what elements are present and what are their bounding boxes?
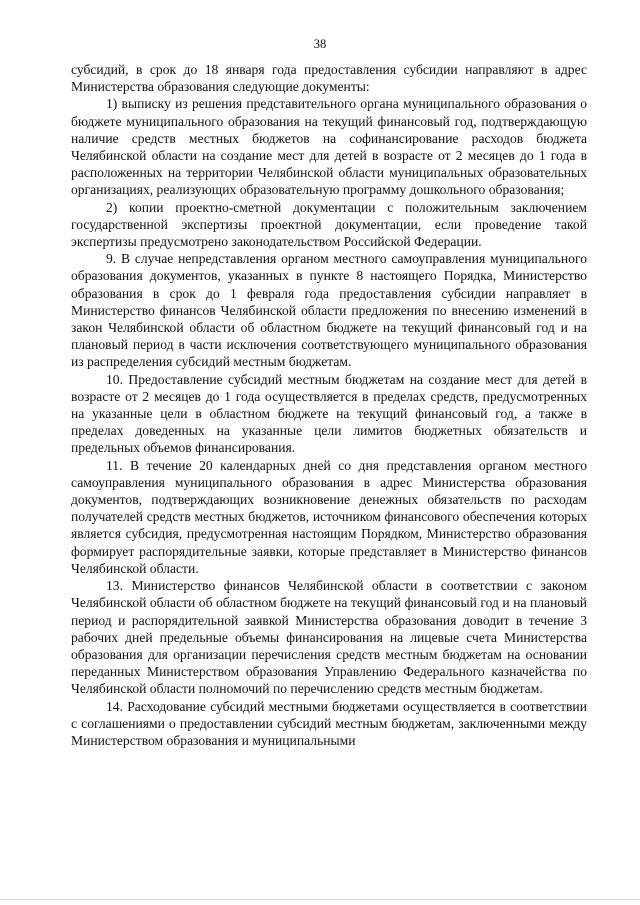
paragraph-item-2: 2) копии проектно-сметной документации с положительным заключением государственной экспертизы проектной документации, если проведение такой экспертизы предусмотрено законодательством Российской Федерации. xyxy=(71,199,587,250)
page-bottom-edge xyxy=(0,899,640,900)
paragraph-clause-9: 9. В случае непредставления органом местного самоуправления муниципального образования документов, указанных в пункте 8 настоящего Порядка, Министерство образования в срок до 1 февраля года предоставления субсидии направляет в Министерство финансов Челябинской области предложения по внесению изменений в закон Челябинской области об областном бюджете на текущий финансовый год и на плановый период в части исключения соответствующего муниципального образования из распределения субсидий местным бюджетам. xyxy=(71,251,587,370)
paragraph-continuation: субсидий, в срок до 18 января года предоставления субсидии направляют в адрес Министерства образования следующие документы: xyxy=(71,62,587,95)
paragraph-clause-11: 11. В течение 20 календарных дней со дня представления органом местного самоуправления муниципального образования в адрес Министерства образования документов, подтверждающих возникновение денежных обязательств по расходам получателей средств местных бюджетов, источником финансового обеспечения которых является субсидия, предусмотренная настоящим Порядком, Министерство образования формирует распорядительные заявки, которые представляет в Министерство финансов Челябинской области. xyxy=(71,457,587,576)
paragraph-clause-13: 13. Министерство финансов Челябинской области в соответствии с законом Челябинской области об областном бюджете на текущий финансовый год и на плановый период и распорядительной заявкой Министерства образования доводит в течение 3 рабочих дней предельные объемы финансирования на лицевые счета Министерства образования для организации перечисления средств местным бюджетам на основании переданных Министерством образования Управлению Федерального казначейства по Челябинской области полномочий по перечислению средств местным бюджетам. xyxy=(71,578,587,697)
page-number: 38 xyxy=(313,37,327,51)
document-body xyxy=(71,61,587,749)
paragraph-clause-10: 10. Предоставление субсидий местным бюджетам на создание мест для детей в возрасте от 2 месяцев до 1 года осуществляется в пределах средств, предусмотренных на указанные цели в областном бюджете на текущий финансовый год, а также в пределах доведенных на указанные цели лимитов бюджетных обязательств и предельных объемов финансирования. xyxy=(71,371,587,456)
paragraph-item-1: 1) выписку из решения представительного органа муниципального образования о бюджете муниципального образования на текущий финансовый год, подтверждающую наличие средств местных бюджетов на софинансирование расходов бюджета Челябинской области на создание мест для детей в возрасте от 2 месяцев до 1 года в расположенных на территории Челябинской области муниципальных образовательных организациях, реализующих образовательную программу дошкольного образования; xyxy=(71,96,587,198)
paragraph-clause-14: 14. Расходование субсидий местными бюджетами осуществляется в соответствии с соглашениями о предоставлении субсидий местным бюджетам, заключенными между Министерством образования и муниципальными xyxy=(71,698,587,748)
